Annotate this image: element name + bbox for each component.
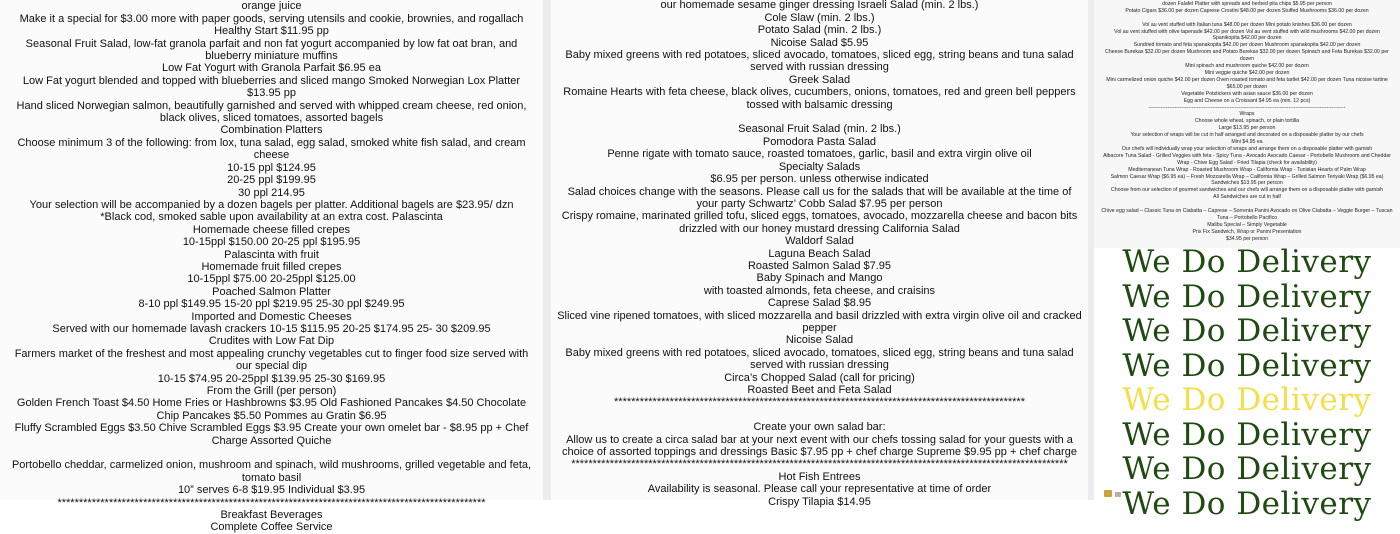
- menu-line: $6.95 per person. unless otherwise indicated: [710, 173, 929, 186]
- menu-line: [6, 447, 537, 459]
- menu-line: Golden French Toast $4.50 Home Fries or Hashbrowns $3.95 Old Fashioned Pancakes $4.50 Chocolate Chip Pancakes $5.50 Pommes au Gratin $6.95: [16, 397, 527, 422]
- menu-line: Seasonal Fruit Salad, low-fat granola parfait and non fat yogurt accompanied by low fat oat bran, and blueberry miniature muffins: [25, 37, 518, 63]
- menu-line: Spanikopita $42.00 per dozen: [1212, 35, 1282, 42]
- menu-line: Roasted Salmon Salad $7.95: [747, 259, 892, 272]
- menu-line: Mini veggie quiche $42.00 per dozen: [1204, 69, 1290, 76]
- menu-line: Vegetable Potstickers with asian sauce $36.00 per dozen: [1181, 90, 1313, 97]
- menu-line: 10” serves 6-8 $19.95 Individual $3.95 ****************************************************************************************************: [57, 484, 486, 509]
- logo-mark-icon: [1115, 492, 1121, 497]
- menu-line: Baby mixed greens with red potatoes, sliced avocado, tomatoes, sliced egg, string beans and tuna salad served with russian dressing: [565, 346, 1074, 372]
- menu-line: Poached Salmon Platter: [212, 285, 331, 298]
- menu-line: Penne rigate with tomato sauce, roasted tomatoes, garlic, basil and extra virgin olive oil: [607, 148, 1032, 161]
- menu-line: [557, 111, 1082, 123]
- menu-line: Romaine Hearts with feta cheese, black olives, cucumbers, onions, tomatoes, red and green bell peppers tossed with balsamic dressing: [563, 86, 1076, 111]
- menu-line: Palascinta with fruit: [224, 248, 319, 261]
- menu-line: Large $13.95 per person: [1218, 125, 1276, 132]
- menu-line: Breakfast Beverages: [220, 509, 323, 522]
- menu-line: Pomodora Pasta Salad: [762, 135, 877, 148]
- menu-line: Homemade fruit filled crepes: [201, 260, 342, 273]
- menu-line: Mini spinach and mushroom quiche $42.00 per dozen: [1185, 63, 1309, 70]
- menu-line: All Sandwiches are cut in half: [1213, 194, 1281, 201]
- menu-line: Vol au vent stuffed with olive tapenade $42.00 per dozen Vol au vent stuffed with wild mushrooms $42.00 per dozen: [1114, 28, 1380, 35]
- delivery-text: We Do Delivery: [1122, 347, 1372, 384]
- logo-icon: [1104, 490, 1112, 497]
- delivery-text: We Do Delivery: [1122, 416, 1372, 453]
- menu-line: Served with our homemade lavash crackers 10-15 $115.95 20-25 $174.95 25- 30 $209.95: [52, 322, 491, 335]
- menu-line: orange juice: [241, 0, 302, 13]
- menu-line: Complete Coffee Service: [210, 521, 333, 534]
- menu-line: Mini $4.95 ea: [1231, 139, 1263, 146]
- salad-menu-text: [557, 0, 1082, 508]
- menu-column-side: [1094, 0, 1400, 522]
- menu-line: Choose whole wheat, spinach, or plain tortilla: [1194, 118, 1300, 125]
- menu-line: Crispy Tilapia $14.95: [768, 495, 871, 508]
- delivery-banner: [1094, 244, 1400, 522]
- menu-line: Baby Spinach and Mango: [756, 272, 883, 285]
- menu-line: Sliced vine ripened tomatoes, with sliced mozzarella and basil drizzled with extra virgin olive oil and cracked pepper: [557, 309, 1082, 334]
- menu-line: Mini carmelized onion quiche $42.00 per dozen Oven roasted tomato and feta tartlet $42.00 per dozen Tuna nicoise tartine $65.00 per dozen: [1106, 76, 1388, 90]
- menu-line: Cole Slaw (min. 2 lbs.): [764, 11, 875, 24]
- small-menu-panel: [1094, 0, 1400, 248]
- menu-column-breakfast: [0, 0, 543, 534]
- menu-line: Wraps: [1239, 111, 1255, 118]
- menu-line: Caprese Salad $8.95: [767, 297, 872, 310]
- menu-line: Vol au vent stuffed with Italian tuna $48.00 per dozen Mini potato knishes $36.00 per dozen: [1142, 21, 1352, 28]
- menu-line: Our chefs will individually wrap your selection of wraps and arrange them on a disposable platter with garnish: [1121, 145, 1373, 152]
- menu-line: Healthy Start $11.95 pp: [214, 25, 329, 38]
- menu-line: Chive egg salad – Classic Tuna on Ciabatta – Caprese – Sorrenta Panini Avocado on Olive Ciabatta – Veggie Burger – Tuscan Tuna – Portobello Pacifico: [1101, 208, 1393, 221]
- menu-line: Combination Platters: [220, 124, 323, 137]
- menu-line: ------------------------------------------------------------------------------------------------------------------: [1148, 104, 1346, 111]
- menu-line: Albacore Tuna Salad - Grilled Veggies with feta - Spicy Tuna - Avocado Avocado Caesar - Portobello Mushroom and Cheddar Wrap - Chive Egg Salad - Fried Tilapia (check for availability): [1103, 152, 1391, 166]
- menu-line: Specialty Salads: [778, 160, 861, 173]
- menu-line: Farmers market of the freshest and most appealing crunchy vegetables cut to finger food size served with our special dip: [14, 347, 529, 373]
- menu-column-salads: [551, 0, 1088, 508]
- menu-line: Laguna Beach Salad: [768, 247, 871, 260]
- menu-line: Mediterranean Tuna Wrap - Roasted Mushroom Wrap - California Wrap - Tunisian Hearts of Palm Wrap: [1128, 166, 1366, 173]
- menu-line: ********************************************************************************************************************: [571, 458, 1068, 471]
- menu-line: Nicoise Salad $5.95: [770, 36, 869, 49]
- menu-line: 10-15 ppl $124.95: [227, 161, 316, 174]
- menu-line: [1098, 15, 1396, 22]
- menu-line: Waldorf Salad: [785, 235, 854, 248]
- menu-line: Roasted Beet and Feta Salad ************************************************************************************************: [614, 384, 1025, 409]
- menu-line: Sundried tomato and feta spanakopita $42.00 per dozen Mushroom spanakopita $42.00 per dozen: [1133, 42, 1361, 49]
- menu-line: Make it a special for $3.00 more with paper goods, serving utensils and cookie, brownies, and rogallach: [19, 12, 524, 25]
- menu-line: Hot Fish Entrees: [778, 470, 861, 483]
- menu-line: 30 ppl 214.95: [238, 186, 305, 199]
- menu-line: Circa’s Chopped Salad (call for pricing): [724, 371, 915, 384]
- menu-line: [1098, 201, 1396, 208]
- menu-line: Potato Salad (min. 2 lbs.): [757, 24, 882, 37]
- menu-line: 10-15 $74.95 20-25ppl $139.95 25-30 $169.95: [157, 372, 386, 385]
- menu-line: Availability is seasonal. Please call your representative at time of order: [647, 483, 992, 496]
- menu-line: Choose minimum 3 of the following: from lox, tuna salad, egg salad, smoked white fish salad, and cream cheese: [17, 136, 526, 162]
- menu-line: From the Grill (per person): [206, 385, 337, 397]
- menu-line: Cheese Burekas $32.00 per dozen Mushroom and Potato Burekas $32.00 per dozen Spinach and Feta Burekas $32.00 per dozen: [1105, 49, 1389, 63]
- menu-line: Your selection will be accompanied by a dozen bagels per platter. Additional bagels are $23.95/ dzn: [29, 198, 514, 211]
- delivery-text: We Do Delivery: [1122, 244, 1372, 280]
- menu-line: Low Fat Yogurt with Granola Parfait $6.95 ea: [162, 62, 381, 75]
- menu-line: 8-10 ppl $149.95 15-20 ppl $219.95 25-30 ppl $249.95: [138, 298, 405, 311]
- column-divider: [543, 0, 551, 500]
- small-menu-text: [1098, 0, 1396, 243]
- menu-line: 10-15ppl $75.00 20-25ppl $125.00: [187, 273, 356, 286]
- menu-line: $34.95 per person: [1225, 235, 1269, 242]
- delivery-text: We Do Delivery: [1122, 278, 1372, 315]
- menu-line: Fluffy Scrambled Eggs $3.50 Chive Scrambled Eggs $3.95 Create your own omelet bar - $8.95 pp + Chef Charge Assorted Quiche: [14, 422, 529, 447]
- menu-line: Crispy romaine, marinated grilled tofu, sliced eggs, tomatoes, avocado, mozzarella cheese and bacon bits drizzled with our honey mustard dressing California Salad: [561, 210, 1078, 235]
- menu-line: Crudites with Low Fat Dip: [208, 335, 335, 348]
- menu-line: Sandwiches $13.95 per person: [1211, 180, 1283, 187]
- menu-line: Salmon Caesar Wrap ($6.95 ea) – Fresh Mozzarella Wrap – California Wrap – Grilled Salmon Teriyaki Wrap ($6.95 ea): [1110, 173, 1384, 180]
- delivery-text: We Do Delivery: [1122, 485, 1372, 522]
- menu-line: with toasted almonds, feta cheese, and craisins: [703, 284, 936, 297]
- menu-line: Nicoise Salad: [785, 334, 854, 347]
- menu-line: Your selection of wraps will be cut in half arranged and decorated on a disposable platter by our chefs: [1130, 132, 1364, 139]
- menu-line: Choose from our selection of gourmet sandwiches and our chefs will arrange them on a disposable platter with garnish: [1111, 187, 1383, 194]
- menu-line: Potato Cigars $36.00 per dozen Caprese Crostini $48.00 per dozen Stuffed Mushrooms $36.00 per dozen: [1125, 7, 1369, 14]
- breakfast-menu-text: [6, 0, 537, 534]
- menu-line: Hand sliced Norwegian salmon, beautifully garnished and served with whipped cream cheese, red onion, black olives, sliced tomatoes, assorted bagels: [16, 99, 527, 125]
- menu-line: Homemade cheese filled crepes: [192, 223, 351, 236]
- menu-line: our homemade sesame ginger dressing Israeli Salad (min. 2 lbs.): [660, 0, 979, 12]
- menu-line: Imported and Domestic Cheeses: [191, 310, 352, 323]
- menu-line: Baby mixed greens with red potatoes, sliced avocado, tomatoes, sliced egg, string beans and tuna salad served with russian dressing: [565, 49, 1074, 74]
- delivery-text: We Do Delivery: [1122, 451, 1372, 487]
- menu-line: 20-25 ppl $199.95: [227, 174, 316, 187]
- menu-line: *Black cod, smoked sable upon availability at an extra cost. Palascinta: [100, 211, 443, 224]
- delivery-text: We Do Delivery: [1122, 313, 1372, 349]
- menu-line: Prix Fix Sandwich, Wrap or Panini Presentation: [1192, 228, 1302, 235]
- menu-line: Seasonal Fruit Salad (min. 2 lbs.): [738, 123, 901, 136]
- delivery-text: We Do Delivery: [1122, 382, 1372, 418]
- menu-line: Malibu Special – Simply Vegetable: [1207, 221, 1287, 228]
- menu-line: Low Fat yogurt blended and topped with blueberries and sliced mango Smoked Norwegian Lox Platter $13.95 pp: [22, 74, 521, 100]
- menu-line: Allow us to create a circa salad bar at your next event with our chefs tossing salad for your guests with a choice of assorted toppings and dressings Basic $7.95 pp + chef charge Supreme $9.95 pp + chef charge: [562, 433, 1077, 459]
- menu-line: Greek Salad: [788, 73, 851, 86]
- menu-line: Create your own salad bar:: [753, 421, 886, 434]
- menu-line: [557, 409, 1082, 421]
- menu-line: Egg and Cheese on a Croissant $4.95 ea (min. 12 pcs): [1183, 97, 1311, 104]
- menu-line: 10-15ppl $150.00 20-25 ppl $195.95: [182, 236, 361, 249]
- menu-line: Portobello cheddar, carmelized onion, mushroom and spinach, wild mushrooms, grilled vegetable and feta, tomato basil: [11, 459, 532, 484]
- menu-line: dozen Falafel Platter with spreads and herbed pita chips $5.95 per person: [1162, 0, 1332, 7]
- menu-line: Salad choices change with the seasons. Please call us for the salads that will be available at the time of your party Schwartz’ Cobb Salad $7.95 per person: [567, 185, 1072, 210]
